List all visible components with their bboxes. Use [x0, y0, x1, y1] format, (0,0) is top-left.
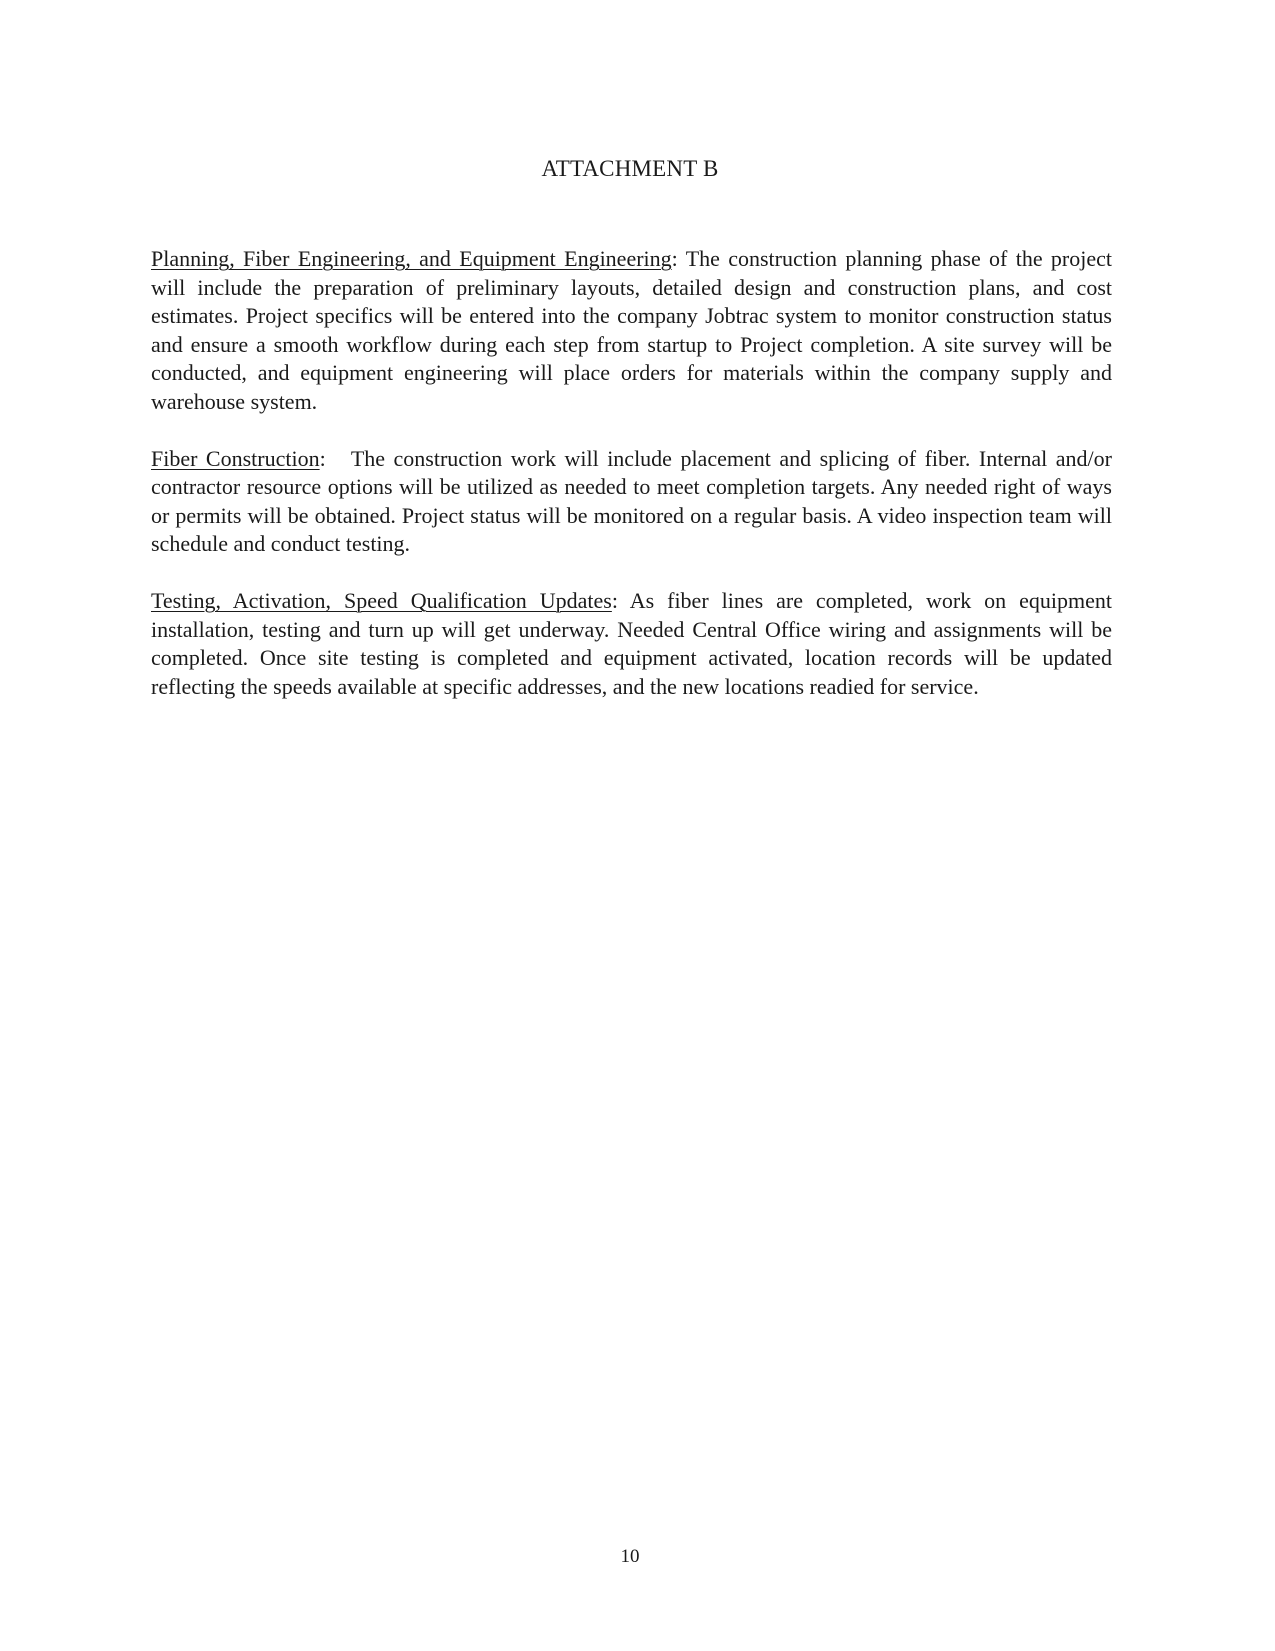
- section-heading: Testing, Activation, Speed Qualification Updates: [151, 587, 612, 613]
- document-body: [151, 245, 1112, 729]
- section-heading: Planning, Fiber Engineering, and Equipment Engineering: [151, 246, 672, 271]
- section-text: The construction work will include placement and splicing of fiber. Internal and/or contractor resource options will be utilized as needed to meet completion targets. Any needed right of ways or permits will be obtained. Project status will be monitored on a regular basis. A video inspection team will schedule and conduct testing.: [151, 445, 1112, 557]
- section-separator: :: [671, 246, 686, 271]
- section-fiber-construction: [151, 445, 1112, 559]
- section-text: The construction planning phase of the project will include the preparation of preliminary layouts, detailed design and construction plans, and cost estimates. Project specifics will be entered into the company Jobtrac system to monitor construction status and ensure a smooth workflow during each step from startup to Project completion. A site survey will be conducted, and equipment engineering will place orders for materials within the company supply and warehouse system.: [151, 246, 1112, 414]
- section-testing-activation: [151, 587, 1112, 701]
- section-text: As fiber lines are completed, work on equipment installation, testing and turn up will get underway. Needed Central Office wiring and assignments will be completed. Once site testing is completed and equipment activated, location records will be updated reflecting the speeds available at specific addresses, and the new locations readied for service.: [151, 587, 1112, 699]
- page-number: 10: [620, 1546, 640, 1567]
- section-separator: :: [611, 587, 630, 613]
- section-heading: Fiber Construction: [151, 445, 320, 471]
- document-title: ATTACHMENT B: [541, 156, 719, 181]
- section-separator: :: [319, 445, 351, 471]
- section-planning: [151, 245, 1112, 417]
